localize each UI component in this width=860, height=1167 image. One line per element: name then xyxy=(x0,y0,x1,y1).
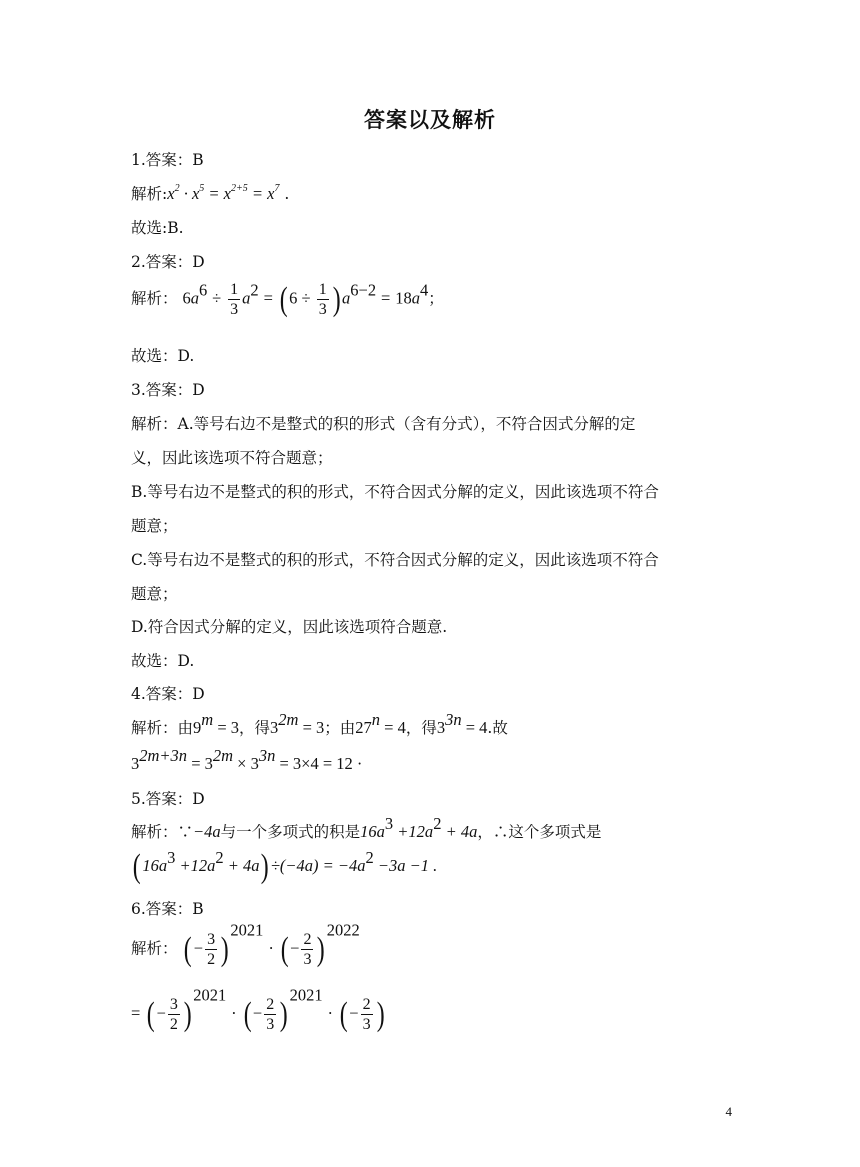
q3-line2: 义，因此该选项不符合题意； xyxy=(131,449,333,467)
q5-analysis-line2: ( $16a^3 +12a^2 + 4a) \div(-4a) = -4a^2 -3a -1$ . xyxy=(132,848,438,885)
q3-line7: D.符合因式分解的定义，因此该选项符合题意. xyxy=(131,618,448,636)
q6-analysis-label: 解析： xyxy=(131,939,178,958)
q6-answer: 6.答案：B xyxy=(131,900,204,918)
q6-fraction-3-2-b: $\frac{3}{2}$ xyxy=(169,996,178,1033)
q4-analysis-line2: $3^{2m+3n} = 3^{2m} \times 3^{3n} = 3\times 4 = 12$ · xyxy=(131,746,363,773)
q2-answer: 2.答案：D xyxy=(131,253,205,271)
q4-analysis-line1: 解析：由$9^m = 3$，得$3^{2m} = 3$；由$27^n = 4$，得$3^{3n} = 4$.故 xyxy=(131,710,508,737)
q3-conclusion: 故选：D. xyxy=(131,652,195,670)
q3-answer: 3.答案：D xyxy=(131,381,205,399)
q3-line6: 题意； xyxy=(131,585,178,603)
q5-answer: 5.答案：D xyxy=(131,790,205,808)
q3-line1: 解析：A.等号右边不是整式的积的形式（含有分式），不符合因式分解的定 xyxy=(131,415,636,433)
q2-analysis: 解析： $6a^6$ ÷ $\frac{1}{3}$ $a^2$ = ( 6 ÷ $\frac{1}{3}$ ) $a^{6-2} = 18a^4$； xyxy=(131,280,444,318)
q3-line3: B.等号右边不是整式的积的形式，不符合因式分解的定义，因此该选项不符合 xyxy=(131,483,659,501)
q1-analysis-label: 解析: xyxy=(131,185,168,203)
q6-fraction-2-3: $\frac{2}{3}$ xyxy=(303,931,312,968)
q2-conclusion: 故选：D. xyxy=(131,347,195,365)
q6-fraction-3-2: $\frac{3}{2}$ xyxy=(207,931,216,968)
page-title: 答案以及解析 xyxy=(364,108,496,132)
q1-math: $x^2 \cdot x^5 = x^{2+5} = x^7$ xyxy=(167,183,280,203)
q6-fraction-2-3-c: $\frac{2}{3}$ xyxy=(362,996,371,1033)
q4-answer: 4.答案：D xyxy=(131,685,205,703)
q6-analysis-line2: = ( − $\frac{3}{2}$ )$^{2021}$ · ( − $\frac{2}{3}$ )$^{2021}$ · ( − $\frac{2}{3}$ ) xyxy=(131,985,385,1033)
q6-analysis-line1: 解析： ( − $\frac{3}{2}$ )$^{2021}$ · ( − $\frac{2}{3}$ )$^{2022}$ xyxy=(131,920,360,968)
q2-analysis-label: 解析： xyxy=(131,289,178,308)
q3-line5: C.等号右边不是整式的积的形式，不符合因式分解的定义，因此该选项不符合 xyxy=(131,551,659,569)
q2-fraction-one-third-b: $\frac{1}{3}$ xyxy=(318,281,327,318)
q3-line4: 题意； xyxy=(131,517,178,535)
q1-conclusion: 故选:B. xyxy=(131,219,184,237)
page-number: 4 xyxy=(725,1104,732,1119)
q2-fraction-one-third: $\frac{1}{3}$ xyxy=(230,281,239,318)
q1-answer: 1.答案：B xyxy=(131,151,204,169)
q5-analysis-line1: 解析：∵−4a与一个多项式的积是$16a^3 +12a^2 + 4a$，∴这个多项式是 xyxy=(131,814,602,841)
q1-analysis: 解析$:x^2 \cdot x^5 = x^{2+5} = x^7$ . xyxy=(131,183,290,203)
q6-fraction-2-3-b: $\frac{2}{3}$ xyxy=(266,996,275,1033)
